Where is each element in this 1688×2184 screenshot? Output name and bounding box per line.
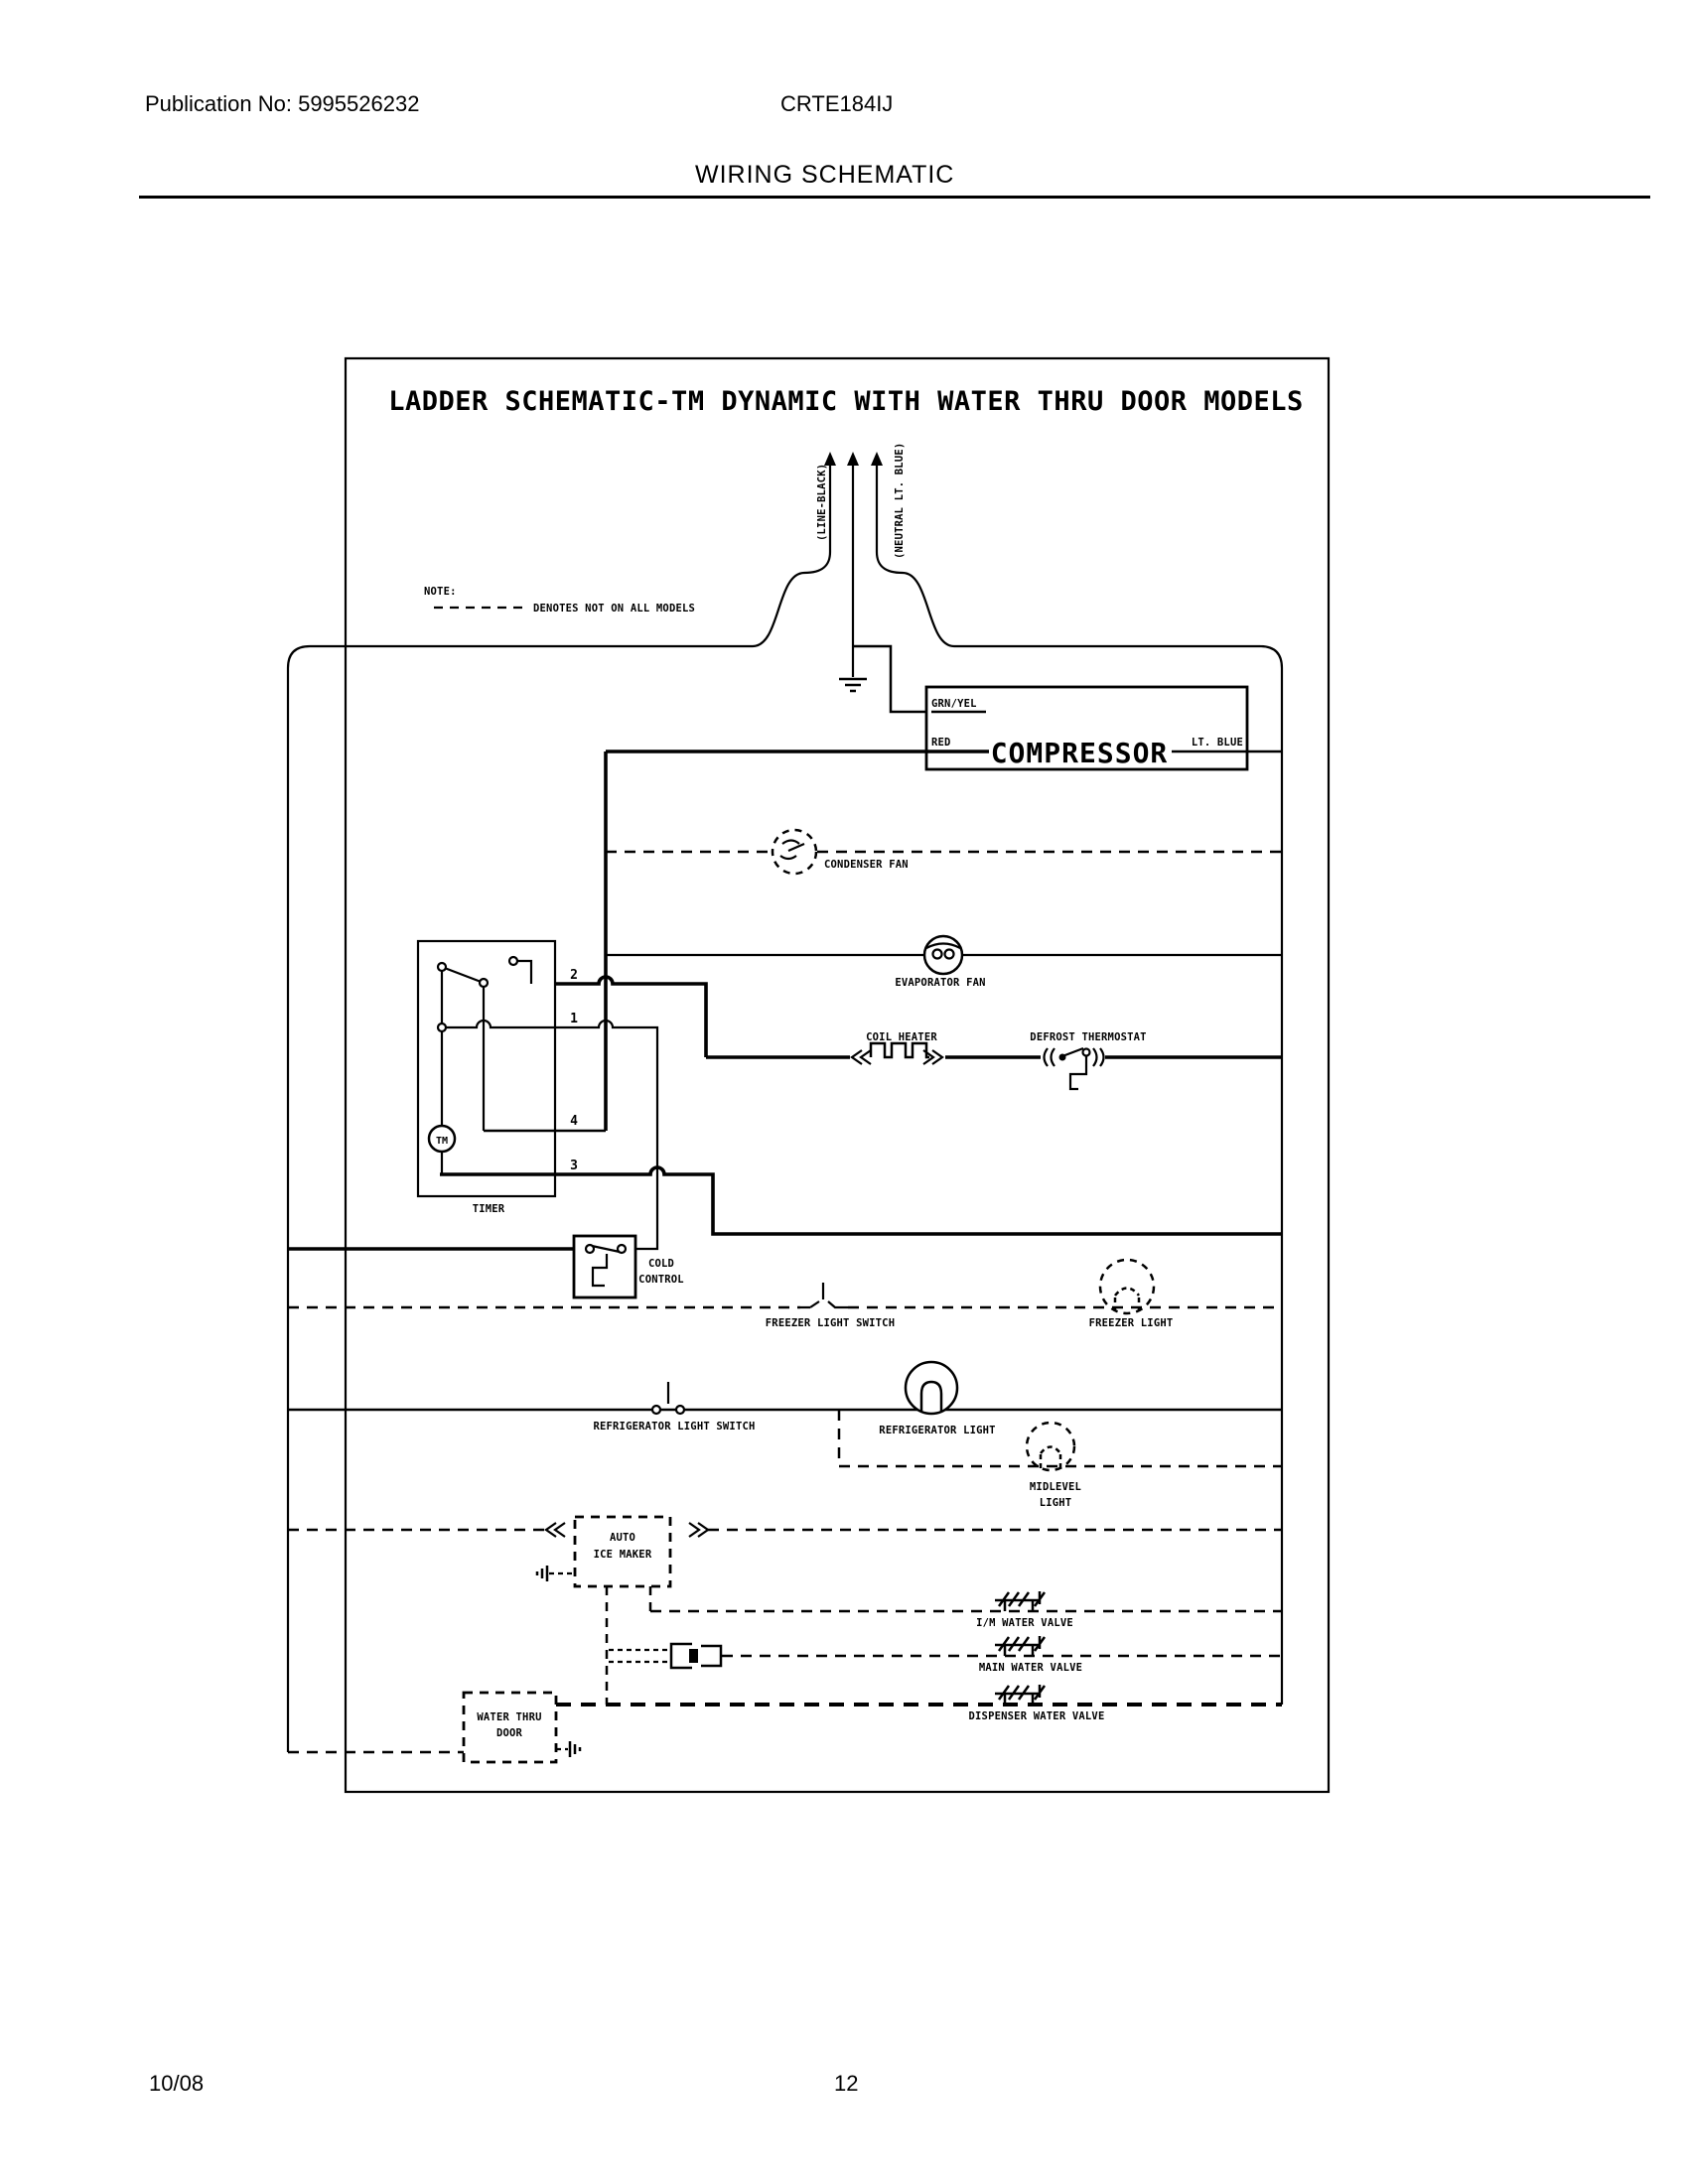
solenoid-valve-icon [995,1591,1045,1611]
freezer-light-row [288,1260,1282,1329]
auto-ice-maker-label-1: AUTO [609,1532,636,1544]
footer-page-number: 12 [834,2071,859,2096]
auto-ice-maker-label-2: ICE MAKER [593,1549,652,1561]
ground-icon [537,1566,547,1581]
fan-glyph-icon [780,841,804,860]
connector-arrows-left-icon [546,1523,565,1537]
refrigerator-light-icon [906,1362,957,1414]
terminal-2: 2 [570,968,578,983]
compressor-ground-label: GRN/YEL [931,698,977,710]
refrigerator-light-row [288,1362,1282,1436]
timer-terminal-icon [438,1024,446,1031]
switch-terminal-icon [652,1406,660,1414]
ground-icon [570,1741,580,1757]
ground-icon [839,679,867,691]
coil-heater-icon [871,1043,929,1057]
evaporator-fan-label: EVAPORATOR FAN [895,977,986,989]
connector-arrows-left-icon [852,1050,871,1064]
compressor-label: COMPRESSOR [990,737,1169,769]
note-text: DENOTES NOT ON ALL MODELS [533,603,696,614]
connector-leads [609,1650,669,1662]
timer-terminal-icon [509,957,517,965]
freezer-light-icon [1100,1260,1154,1313]
condenser-fan [606,830,1282,874]
terminal-4: 4 [570,1114,578,1129]
im-water-valve-label: I/M WATER VALVE [976,1617,1073,1629]
coil-heater-label: COIL HEATER [866,1031,937,1043]
freezer-light-switch-icon [800,1301,848,1307]
model-number: CRTE184IJ [780,91,894,116]
compressor [606,687,1282,1131]
timer-terminal-icon [480,979,488,987]
cold-control-terminal-icon [586,1245,594,1253]
defrost-thermostat-label: DEFROST THERMOSTAT [1030,1031,1147,1043]
evaporator-fan [606,936,1282,989]
defrost-circuit [531,977,1282,1089]
schematic-title: LADDER SCHEMATIC-TM DYNAMIC WITH WATER THRU DOOR MODELS [388,386,1304,417]
neutral-rail [877,461,1282,1705]
water-valves [556,1586,1282,1722]
midlevel-light-label-1: MIDLEVEL [1029,1481,1082,1493]
plug-connector-icon [701,1646,721,1666]
main-water-valve-label: MAIN WATER VALVE [978,1662,1083,1674]
refrigerator-light-label: REFRIGERATOR LIGHT [879,1425,996,1436]
water-thru-door [288,1693,580,1762]
connector-arrows-right-icon [689,1523,708,1537]
plug-connector-icon [671,1644,692,1668]
water-thru-door-label-2: DOOR [495,1727,523,1739]
switch-terminal-icon [676,1406,684,1414]
water-thru-door-label-1: WATER THRU [477,1711,542,1723]
timer-t2-wire [531,977,706,1057]
timer-label: TIMER [472,1203,505,1215]
line-rail [288,461,830,1752]
footer-date: 10/08 [149,2071,205,2096]
note-label: NOTE: [424,586,457,598]
cold-control-terminal-icon [618,1245,626,1253]
cold-control [288,1236,684,1297]
midlevel-light-label-2: LIGHT [1039,1497,1072,1509]
dispenser-water-valve-label: DISPENSER WATER VALVE [968,1710,1105,1722]
refrigerator-light-switch-label: REFRIGERATOR LIGHT SWITCH [593,1421,756,1433]
compressor-run-label: RED [931,737,951,749]
neutral-conductor-label: (NEUTRAL LT. BLUE) [894,442,906,559]
page-title: WIRING SCHEMATIC [695,161,955,189]
timer-motor-label: TM [435,1136,449,1147]
terminal-3: 3 [570,1159,578,1173]
timer-terminal-icon [438,963,446,971]
cold-control-label-2: CONTROL [638,1274,684,1286]
stat-arrows-left-icon [1045,1048,1055,1066]
line-conductor-label: (LINE-BLACK) [816,463,828,541]
stat-bimetal-icon [1070,1056,1086,1089]
terminal-1: 1 [570,1012,578,1026]
note [424,586,695,614]
cold-control-label-1: COLD [647,1258,675,1270]
compressor-neutral-label: LT. BLUE [1191,737,1243,749]
evaporator-fan-motor-icon [924,936,962,974]
solenoid-valve-icon [995,1636,1045,1656]
condenser-fan-motor-icon [773,830,816,874]
stat-blade-icon [1062,1048,1083,1056]
freezer-light-switch-label: FREEZER LIGHT SWITCH [765,1317,896,1329]
stat-arrows-right-icon [1093,1048,1104,1066]
power-entry [816,443,986,712]
condenser-fan-label: CONDENSER FAN [824,859,909,871]
solenoid-valve-icon [995,1685,1045,1705]
stat-terminal-icon [1083,1049,1090,1056]
publication-number: Publication No: 5995526232 [145,91,420,116]
ice-maker-row [288,1517,1282,1586]
freezer-light-label: FREEZER LIGHT [1088,1317,1174,1329]
timer-t3-wire [440,1167,1282,1234]
connector-pin-icon [689,1649,698,1663]
timer [418,941,1282,1249]
